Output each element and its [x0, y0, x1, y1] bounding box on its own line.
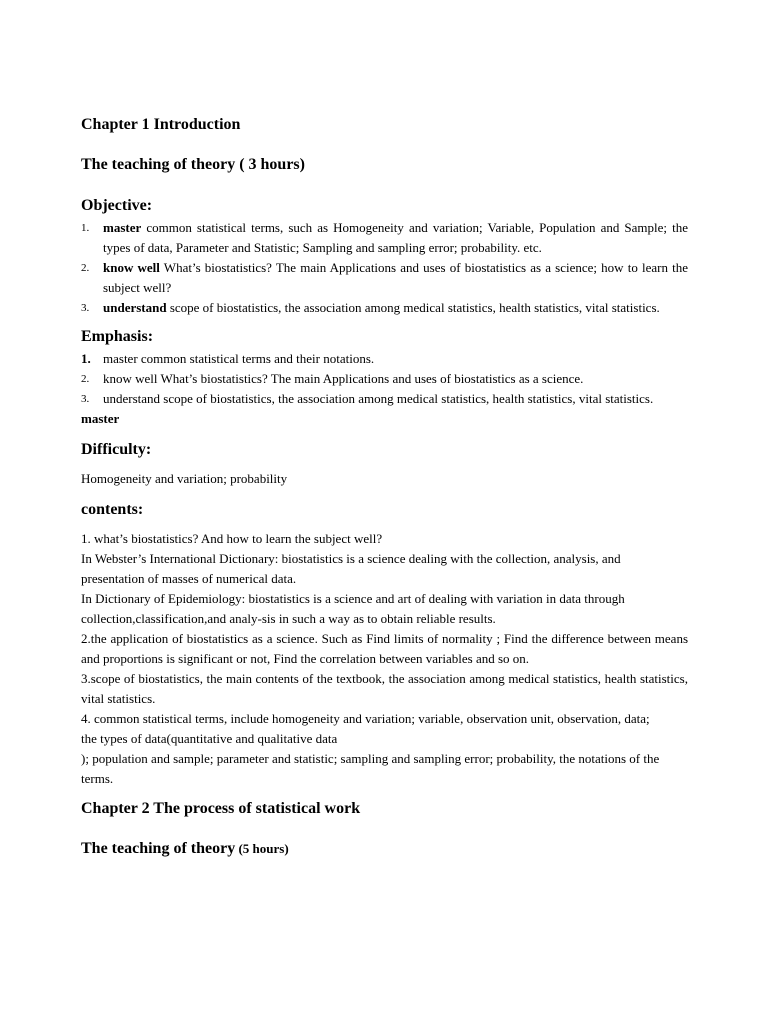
objective-item-text: common statistical terms, such as Homogeneity and variation; Variable, Population and Sample; the types of data, Parameter and Statistic; Sampling and sampling error; probability. etc. — [103, 220, 688, 255]
chapter1-teaching-heading: The teaching of theory ( 3 hours) — [81, 156, 305, 173]
objective-item-text: What’s biostatistics? The main Applications and uses of biostatistics as a science; how to learn the subject well? — [103, 260, 688, 295]
emphasis-trailing-word: master — [81, 411, 120, 426]
emphasis-item-text: know well What’s biostatistics? The main Applications and uses of biostatistics as a science. — [103, 371, 584, 386]
emphasis-item-number: 3. — [81, 393, 90, 405]
emphasis-item — [81, 389, 688, 409]
objective-heading: Objective: — [81, 197, 153, 214]
objective-item-number: 3. — [81, 302, 90, 314]
emphasis-item-number: 2. — [81, 373, 90, 385]
contents-terms-part-2: ); population and sample; parameter and statistic; sampling and sampling error; probability, the notations of the terms. — [81, 751, 660, 786]
objective-list — [81, 218, 688, 318]
emphasis-item — [81, 369, 688, 389]
objective-item-number: 2. — [81, 262, 90, 274]
contents-body — [81, 529, 688, 789]
objective-item-text: scope of biostatistics, the association among medical statistics, health statistics, vital statistics. — [166, 300, 660, 315]
contents-line-1: 1. what’s biostatistics? And how to learn the subject well? — [81, 531, 383, 546]
contents-heading: contents: — [81, 501, 144, 518]
emphasis-item-number: 1. — [81, 351, 91, 366]
chapter2-title: Chapter 2 The process of statistical work — [81, 800, 361, 817]
objective-item-number: 1. — [81, 222, 90, 234]
objective-item-lead: master — [103, 220, 142, 235]
chapter2-teaching-heading — [81, 839, 688, 859]
contents-application: 2.the application of biostatistics as a science. Such as Find limits of normality ; Find the difference between means and proportions is significant or not, Find the correlation between variables and so on. — [81, 631, 688, 666]
objective-item — [81, 218, 688, 258]
emphasis-item-text: understand scope of biostatistics, the association among medical statistics, health statistics, vital statistics. — [103, 391, 654, 406]
document-page — [81, 112, 688, 859]
emphasis-heading: Emphasis: — [81, 328, 154, 345]
objective-item — [81, 298, 688, 318]
chapter1-title: Chapter 1 Introduction — [81, 116, 241, 133]
chapter2-teaching-label: The teaching of theory — [81, 840, 236, 857]
emphasis-item-text: master common statistical terms and their notations. — [103, 351, 375, 366]
objective-item — [81, 258, 688, 298]
contents-scope: 3.scope of biostatistics, the main contents of the textbook, the association among medical statistics, health statistics, vital statistics. — [81, 671, 688, 706]
objective-item-lead: understand — [103, 300, 167, 315]
contents-epidemiology-definition: In Dictionary of Epidemiology: biostatistics is a science and art of dealing with variation in data through collection,classification,and analy-sis in such a way as to obtain reliable results. — [81, 591, 625, 626]
objective-item-lead: know well — [103, 260, 160, 275]
contents-webster-definition: In Webster’s International Dictionary: biostatistics is a science dealing with the collection, analysis, and presentation of masses of numerical data. — [81, 551, 621, 586]
difficulty-text: Homogeneity and variation; probability — [81, 471, 288, 486]
difficulty-heading: Difficulty: — [81, 441, 152, 458]
chapter2-teaching-hours: (5 hours) — [235, 841, 289, 856]
emphasis-item — [81, 349, 688, 369]
contents-terms-part-1: 4. common statistical terms, include homogeneity and variation; variable, observation unit, observation, data; the types of data(quantitative and qualitative data — [81, 711, 650, 746]
emphasis-list — [81, 349, 688, 409]
